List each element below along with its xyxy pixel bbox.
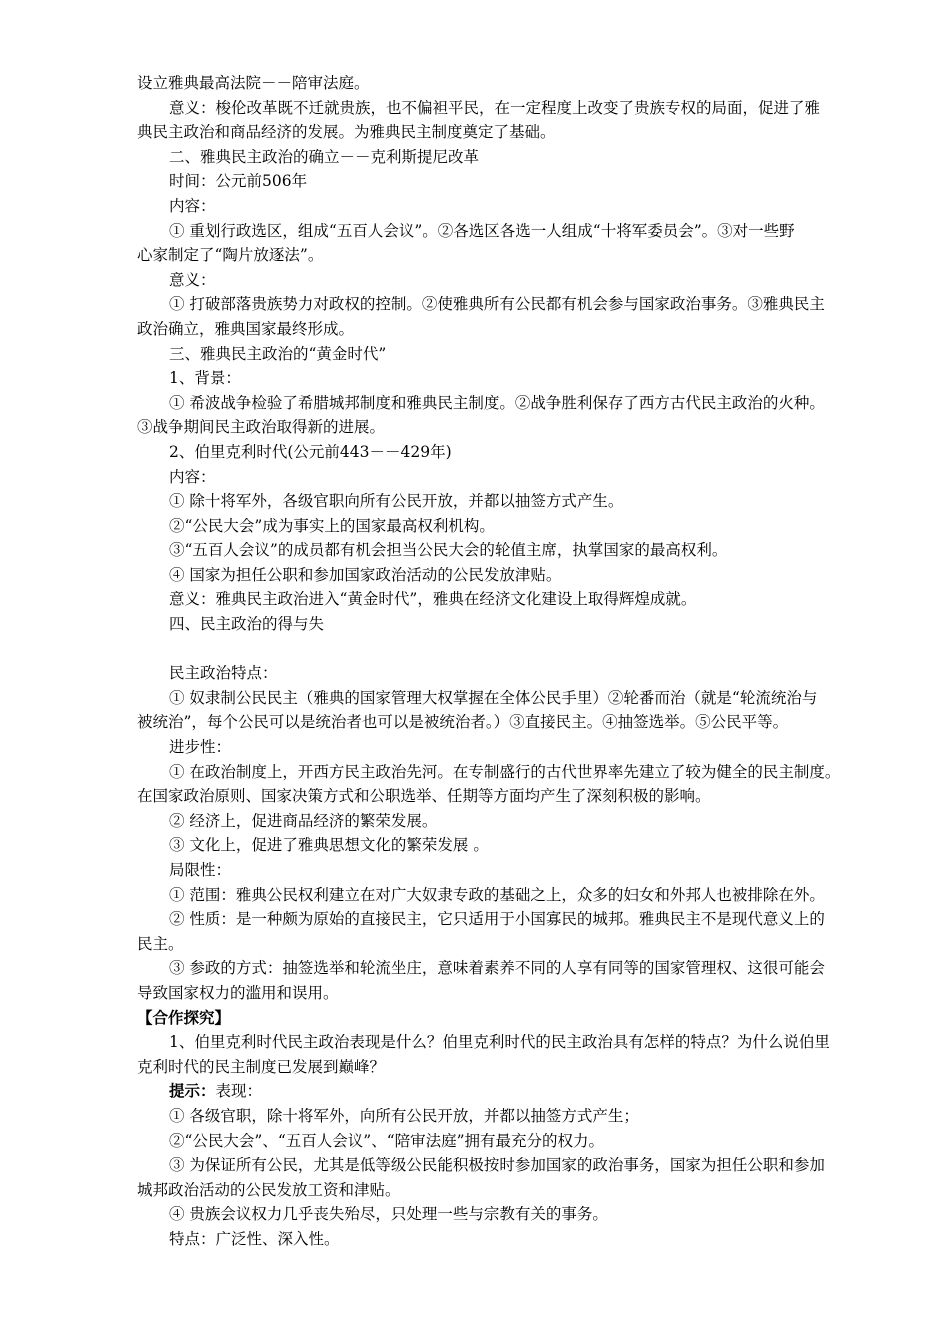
text-line: 进步性： <box>169 738 232 757</box>
text-line: 意义：梭伦改革既不迁就贵族，也不偏袒平民，在一定程度上改变了贵族专权的局面，促进了雅 <box>169 98 821 117</box>
text-line: 心家制定了“陶片放逐法”。 <box>137 246 324 265</box>
text-line: ① 在政治制度上，开西方民主政治先河。在专制盛行的古代世界率先建立了较为健全的民主制度。 <box>169 762 841 781</box>
text-line: ② 性质：是一种颇为原始的直接民主，它只适用于小国寡民的城邦。雅典民主不是现代意义上的 <box>169 910 825 929</box>
text-line: ④ 国家为担任公职和参加国家政治活动的公民发放津贴。 <box>169 565 562 584</box>
text-line: 意义： <box>169 270 216 289</box>
text-line: 典民主政治和商品经济的发展。为雅典民主制度奠定了基础。 <box>137 123 556 142</box>
text-line: ②“公民大会”成为事实上的国家最高权利机构。 <box>169 516 495 535</box>
text-line: ① 希波战争检验了希腊城邦制度和雅典民主制度。②战争胜利保存了西方古代民主政治的火种。 <box>169 393 825 412</box>
text-line: 二、雅典民主政治的确立－－克利斯提尼改革 <box>169 147 480 166</box>
text-line: 导致国家权力的滥用和误用。 <box>137 983 339 1002</box>
hint-label: 提示： <box>169 1081 216 1101</box>
text-line: 被统治”，每个公民可以是统治者也可以是被统治者。）③直接民主。④抽签选举。⑤公民平等。 <box>137 713 789 732</box>
text-line: ④ 贵族会议权力几乎丧失殆尽，只处理一些与宗教有关的事务。 <box>169 1205 608 1224</box>
text-line: 政治确立，雅典国家最终形成。 <box>137 319 355 338</box>
text-line: 三、雅典民主政治的“黄金时代” <box>169 344 387 363</box>
text-line: ① 打破部落贵族势力对政权的控制。②使雅典所有公民都有机会参与国家政治事务。③雅典民主 <box>169 295 825 314</box>
text-line: 2、伯里克利时代(公元前443－－429年) <box>169 442 452 461</box>
text-line: ③战争期间民主政治取得新的进展。 <box>137 418 386 437</box>
text-line: 民主政治特点： <box>169 664 278 683</box>
text-line: 民主。 <box>137 934 184 953</box>
text-line: 【合作探究】 <box>137 1007 231 1027</box>
text-line: 设立雅典最高法院－－陪审法庭。 <box>137 74 370 92</box>
text-line: 1、伯里克利时代民主政治表现是什么？伯里克利时代的民主政治具有怎样的特点？为什么说伯里 <box>169 1033 830 1052</box>
text-line: 克利时代的民主制度已发展到巅峰？ <box>137 1057 386 1076</box>
text-line: ②“公民大会”、“五百人会议”、“陪审法庭”拥有最充分的权力。 <box>169 1131 605 1150</box>
text-line: 四、民主政治的得与失 <box>169 615 325 634</box>
text-line: ③“五百人会议”的成员都有机会担当公民大会的轮值主席，执掌国家的最高权利。 <box>169 541 728 560</box>
text-line: ① 除十将军外，各级官职向所有公民开放，并都以抽签方式产生。 <box>169 492 624 511</box>
text-line: ① 重划行政选区，组成“五百人会议”。②各选区各选一人组成“十将军委员会”。③对一些野 <box>169 221 795 240</box>
text-line: 意义：雅典民主政治进入“黄金时代”，雅典在经济文化建设上取得辉煌成就。 <box>169 590 697 609</box>
text-line: ③ 参政的方式：抽签选举和轮流坐庄，意味着素养不同的人享有同等的国家管理权、这很可能会 <box>169 959 825 978</box>
text-line: ② 经济上，促进商品经济的繁荣发展。 <box>169 811 438 830</box>
hint-text: 表现： <box>215 1082 263 1101</box>
text-line: 特点：广泛性、深入性。 <box>169 1229 340 1248</box>
text-line: 内容： <box>169 467 216 486</box>
text-line: ① 各级官职，除十将军外，向所有公民开放，并都以抽签方式产生； <box>169 1106 639 1125</box>
text-line: 在国家政治原则、国家决策方式和公职选举、任期等方面均产生了深刻积极的影响。 <box>137 787 711 806</box>
text-line: 局限性： <box>169 861 232 879</box>
text-line: 1、背景： <box>169 369 241 388</box>
blank-line <box>137 637 910 662</box>
text-line: ① 范围：雅典公民权利建立在对广大奴隶专政的基础之上，众多的妇女和外邦人也被排除在外。 <box>169 885 825 904</box>
text-line: ③ 为保证所有公民，尤其是低等级公民能积极按时参加国家的政治事务，国家为担任公职和参加 <box>169 1156 825 1175</box>
text-line: 城邦政治活动的公民发放工资和津贴。 <box>137 1180 401 1199</box>
text-line <box>137 1079 910 1104</box>
text-line: 时间：公元前506年 <box>169 172 308 191</box>
text-line: ① 奴隶制公民民主（雅典的国家管理大权掌握在全体公民手里）②轮番而治（就是“轮流统治与 <box>169 688 818 707</box>
text-line: 内容： <box>169 196 216 215</box>
text-line: ③ 文化上，促进了雅典思想文化的繁荣发展 。 <box>169 836 489 855</box>
